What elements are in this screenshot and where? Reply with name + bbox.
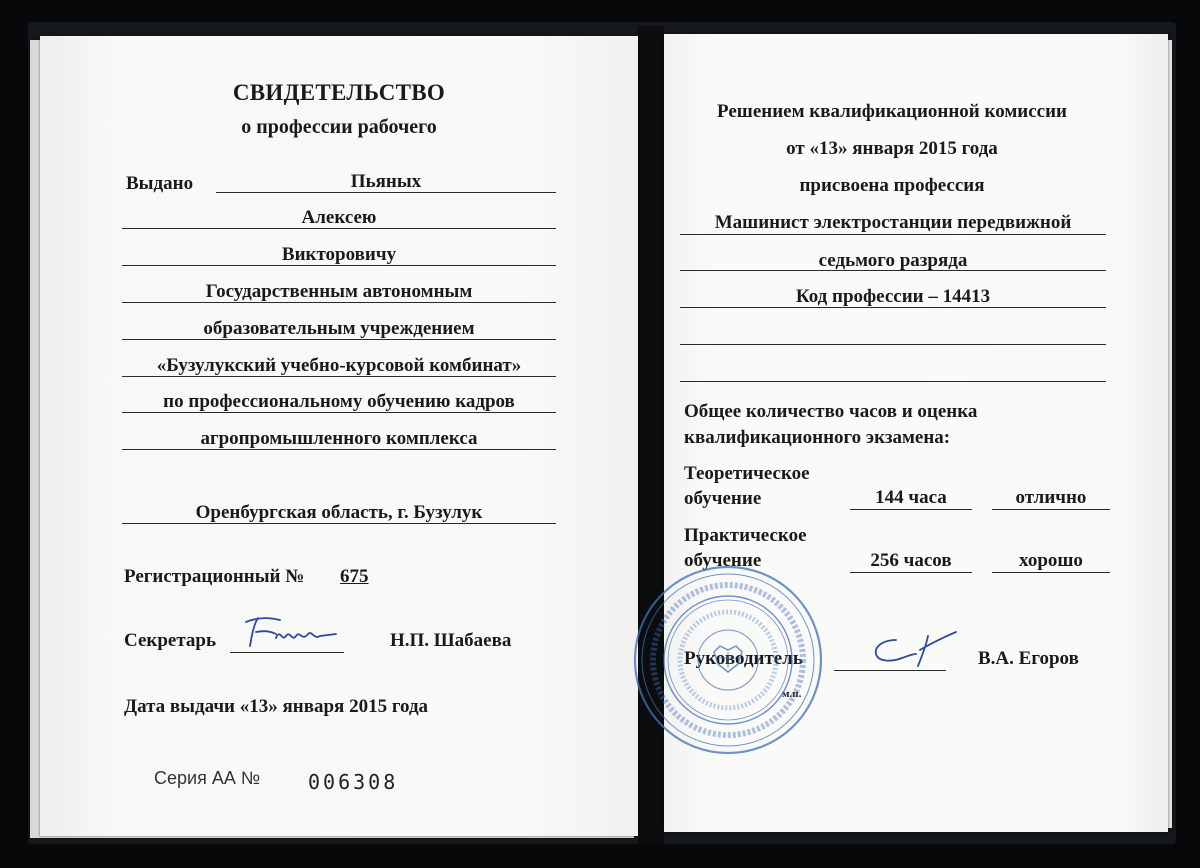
practice-label-2: обучение	[684, 550, 762, 571]
org-line-1: Государственным автономным	[205, 281, 473, 302]
decision-line-2: от «13» января 2015 года	[786, 138, 998, 159]
head-label: Руководитель	[684, 648, 803, 669]
registration-number: 675	[340, 566, 369, 587]
blank-line-1	[680, 344, 1106, 345]
org-line-4: по профессиональному обучению кадров	[163, 391, 515, 412]
profession-line-1: Машинист электростанции передвижной	[714, 212, 1072, 233]
profession-underline-3	[680, 307, 1106, 308]
theory-grade: отлично	[1015, 487, 1087, 508]
surname-line	[216, 192, 556, 193]
org-line-5: агропромышленного комплекса	[200, 428, 478, 449]
profession-code: Код профессии – 14413	[795, 286, 991, 307]
series-label: Серия АА №	[154, 768, 261, 788]
org-line-2: образовательным учреждением	[203, 318, 475, 339]
profession-underline-2	[680, 270, 1106, 271]
practice-hours: 256 часов	[870, 550, 952, 571]
stamp-mark: м.п.	[782, 688, 802, 700]
org-line-3: «Бузулукский учебно-курсовой комбинат»	[156, 355, 522, 376]
secretary-label: Секретарь	[124, 630, 217, 651]
org-underline-5	[122, 449, 556, 450]
head-signature	[862, 624, 972, 674]
theory-hours-line	[850, 509, 972, 510]
theory-label-1: Теоретическое	[684, 463, 810, 484]
org-underline-1	[122, 302, 556, 303]
hours-heading-2: квалификационного экзамена:	[684, 427, 951, 448]
holder-surname: Пьяных	[350, 171, 422, 192]
certificate-title: СВИДЕТЕЛЬСТВО	[232, 80, 446, 105]
profession-underline-1	[680, 234, 1106, 235]
org-underline-4	[122, 412, 556, 413]
theory-hours: 144 часа	[875, 487, 947, 508]
head-name: В.А. Егоров	[978, 648, 1079, 669]
theory-grade-line	[992, 509, 1110, 510]
practice-grade-line	[992, 572, 1110, 573]
series-number: 006308	[308, 770, 399, 794]
blank-line-2	[680, 381, 1106, 382]
left-page	[40, 36, 638, 836]
location: Оренбургская область, г. Бузулук	[195, 502, 483, 523]
name-line	[122, 228, 556, 229]
org-underline-3	[122, 376, 556, 377]
practice-label-1: Практическое	[684, 525, 807, 546]
registration-label: Регистрационный №	[124, 566, 305, 587]
issue-date: Дата выдачи «13» января 2015 года	[124, 696, 429, 717]
decision-line-3: присвоена профессия	[799, 175, 985, 196]
theory-label-2: обучение	[684, 488, 762, 509]
practice-grade: хорошо	[1019, 550, 1083, 571]
holder-patronymic: Викторовичу	[281, 244, 397, 265]
certificate-subtitle: о профессии рабочего	[241, 116, 437, 138]
profession-line-2: седьмого разряда	[818, 250, 968, 271]
practice-hours-line	[850, 572, 972, 573]
holder-name: Алексею	[301, 207, 377, 228]
hours-heading-1: Общее количество часов и оценка	[684, 401, 978, 422]
secretary-name: Н.П. Шабаева	[390, 630, 512, 651]
org-underline-2	[122, 339, 556, 340]
official-stamp	[628, 560, 828, 760]
decision-line-1: Решением квалификационной комиссии	[717, 101, 1067, 122]
secretary-signature	[236, 608, 346, 656]
location-line	[122, 523, 556, 524]
patronymic-line	[122, 265, 556, 266]
issued-label: Выдано	[126, 173, 194, 194]
